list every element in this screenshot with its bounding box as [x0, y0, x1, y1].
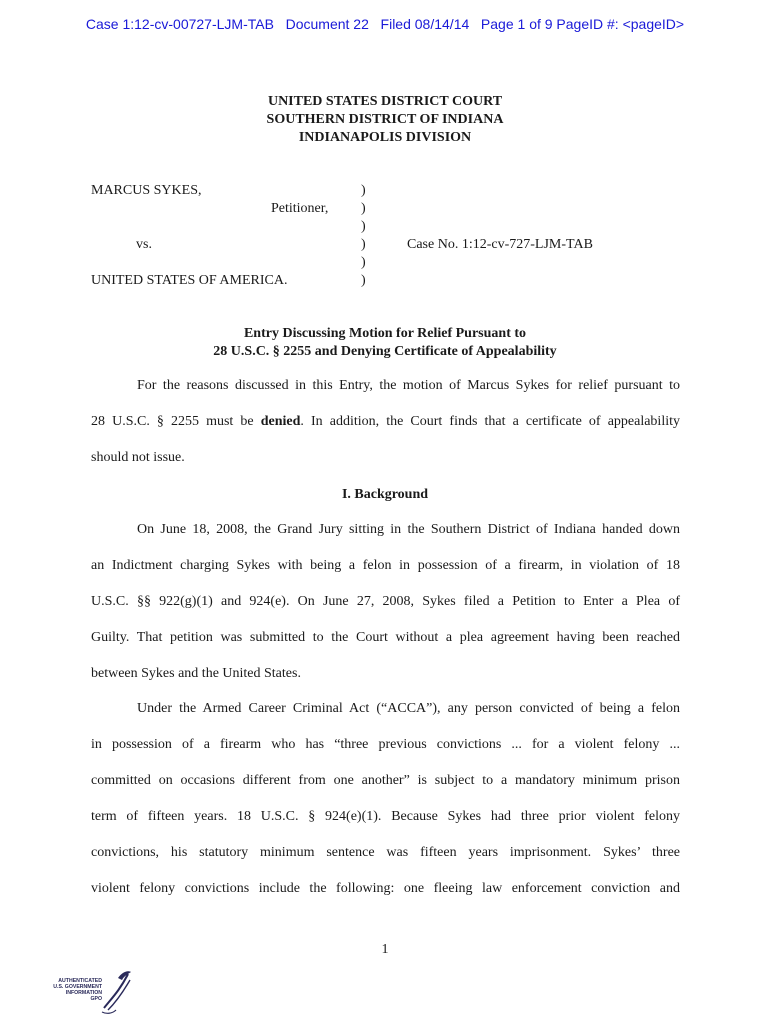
- para2-line-5: convictions, his statutory minimum sentence was fifteen years imprisonment. Sykes’ three: [91, 845, 680, 860]
- versus-label: vs.: [136, 237, 152, 252]
- page-number: 1: [381, 942, 389, 957]
- logo-text-line2: U.S. GOVERNMENT: [53, 984, 102, 990]
- para1-line-4: Guilty. That petition was submitted to the Court without a plea agreement having been reached: [91, 630, 680, 645]
- logo-text-line4: GPO: [90, 996, 102, 1002]
- para2-line-6: violent felony convictions include the following: one fleeing law enforcement conviction and: [91, 881, 680, 896]
- petitioner-role: Petitioner,: [271, 201, 329, 216]
- caption-paren: ): [361, 219, 366, 234]
- entry-title-line2: 28 U.S.C. § 2255 and Denying Certificate of Appealability: [213, 344, 557, 359]
- para2-line-1: Under the Armed Career Criminal Act (“ACCA”), any person convicted of being a felon: [137, 701, 680, 716]
- para1-line-5: between Sykes and the United States.: [91, 666, 301, 681]
- court-district: SOUTHERN DISTRICT OF INDIANA: [266, 112, 504, 127]
- intro-line-1: For the reasons discussed in this Entry, the motion of Marcus Sykes for relief pursuant to: [137, 378, 680, 393]
- gpo-authenticated-logo: [40, 968, 135, 1016]
- section-heading-background: I. Background: [341, 487, 429, 502]
- intro-line-3: should not issue.: [91, 450, 185, 465]
- intro-line-2: [91, 404, 680, 440]
- para1-line-3: U.S.C. §§ 922(g)(1) and 924(e). On June 27, 2008, Sykes filed a Petition to Enter a Plea of: [91, 594, 680, 609]
- intro-paragraph: [91, 368, 680, 476]
- background-paragraph-1: [91, 512, 680, 692]
- intro-line-2a: 28 U.S.C. § 2255 must be: [91, 414, 261, 429]
- caption-paren: ): [361, 237, 366, 252]
- caption-paren: ): [361, 273, 366, 288]
- court-name: UNITED STATES DISTRICT COURT: [267, 94, 503, 109]
- denied-emphasis: denied: [260, 414, 301, 429]
- petitioner-name: MARCUS SYKES,: [91, 183, 202, 198]
- logo-text-line3: INFORMATION: [65, 990, 102, 996]
- caption-paren: ): [361, 255, 366, 270]
- para2-line-2: in possession of a firearm who has “three previous convictions ... for a violent felony ...: [91, 737, 680, 752]
- para1-line-1: On June 18, 2008, the Grand Jury sitting in the Southern District of Indiana handed down: [137, 522, 680, 537]
- entry-title-line1: Entry Discussing Motion for Relief Pursuant to: [243, 326, 527, 341]
- background-paragraph-2: [91, 691, 680, 907]
- respondent-name: UNITED STATES OF AMERICA.: [91, 273, 288, 288]
- caption-paren: ): [361, 201, 366, 216]
- para2-line-4: term of fifteen years. 18 U.S.C. § 924(e)(1). Because Sykes had three prior violent felony: [91, 809, 680, 824]
- ecf-header-stamp: Case 1:12-cv-00727-LJM-TAB Document 22 Filed 08/14/14 Page 1 of 9 PageID #: <pageID>: [85, 16, 685, 32]
- case-number: Case No. 1:12-cv-727-LJM-TAB: [407, 237, 593, 252]
- logo-text-line1: AUTHENTICATED: [58, 978, 102, 984]
- para1-line-2: an Indictment charging Sykes with being a felon in possession of a firearm, in violation of 18: [91, 558, 680, 573]
- para2-line-3: committed on occasions different from one another” is subject to a mandatory minimum prison: [91, 773, 680, 788]
- intro-line-2c: . In addition, the Court finds that a certificate of appealability: [300, 414, 680, 429]
- eagle-seal-icon: [98, 968, 132, 1016]
- caption-paren: ): [361, 183, 366, 198]
- court-division: INDIANAPOLIS DIVISION: [298, 130, 472, 145]
